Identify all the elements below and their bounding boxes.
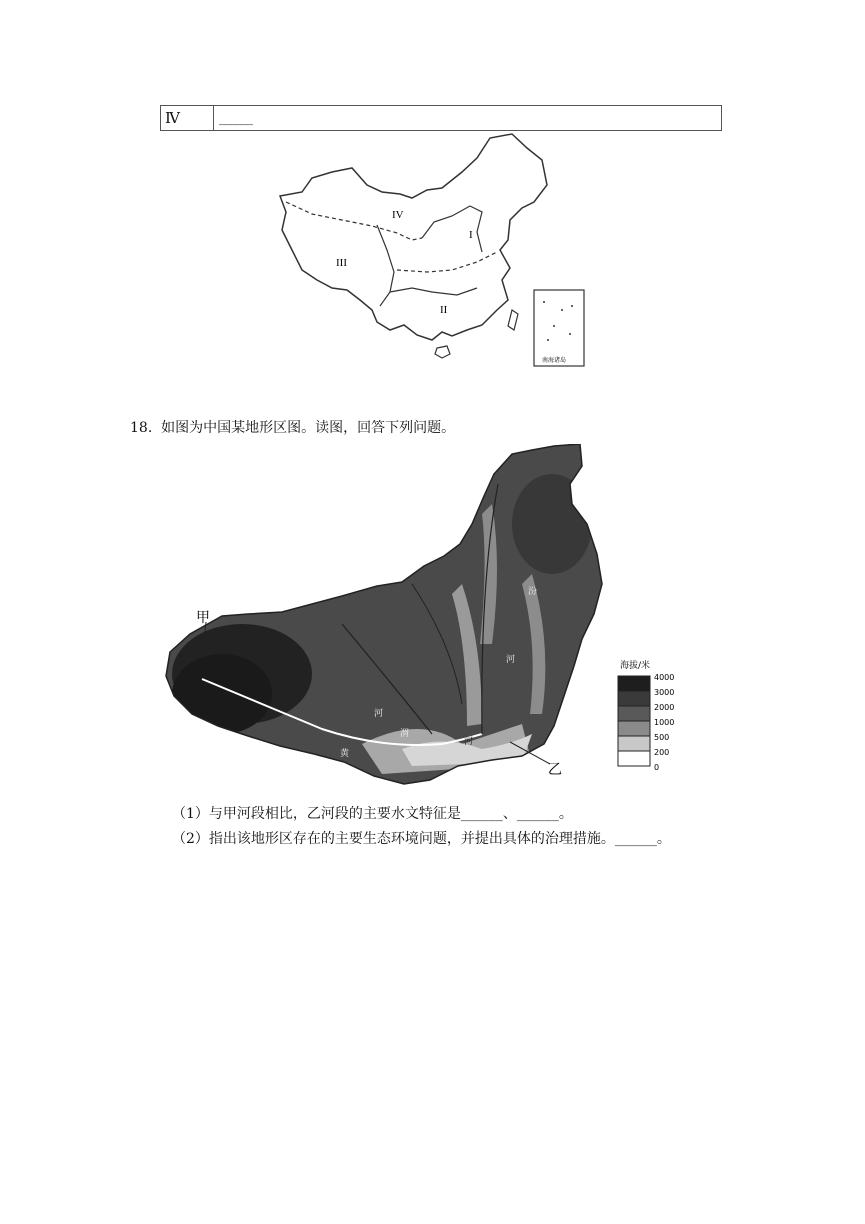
region-label-i: I [469, 229, 473, 241]
sub-question-1: （1）与甲河段相比，乙河段的主要水文特征是______、______。 [172, 806, 573, 822]
region-label-iii: III [336, 257, 347, 269]
answer-table-row [160, 105, 722, 131]
legend-title: 海拔/米 [620, 661, 651, 671]
question-number: 18. [130, 420, 153, 436]
legend-tick-4000: 4000 [654, 673, 675, 682]
legend-swatch-3 [618, 706, 650, 721]
boundary-south [390, 288, 477, 295]
legend-tick-1000: 1000 [654, 718, 675, 727]
elevation-legend [618, 659, 674, 772]
legend-tick-2000: 2000 [654, 703, 675, 712]
legend-swatch-6 [618, 751, 650, 766]
legend-tick-200: 200 [654, 748, 670, 757]
legend-tick-0: 0 [654, 763, 660, 772]
legend-swatch-1 [618, 676, 650, 691]
china-region-map [272, 130, 592, 378]
china-outline [280, 134, 547, 340]
river-char-5: 汾 [528, 587, 538, 597]
label-yi: 乙 [548, 762, 562, 778]
river-char-4: 河 [374, 709, 384, 719]
river-char-6: 河 [506, 655, 516, 665]
sub-question-2: （2）指出该地形区存在的主要生态环境问题，并提出具体的治理措施。______。 [172, 831, 671, 847]
inset-label: 南海诸岛 [542, 357, 567, 364]
answer-blank: ______ [219, 111, 252, 126]
legend-swatch-5 [618, 736, 650, 751]
terrain-region-map [162, 444, 707, 789]
south-china-sea-inset [534, 290, 584, 366]
legend-tick-3000: 3000 [654, 688, 675, 697]
river-char-1: 黄 [340, 749, 350, 759]
river-char-3: 渭 [400, 729, 410, 739]
question-18 [130, 417, 455, 437]
boundary-northeast [422, 206, 482, 252]
boundary-qinling [397, 252, 497, 272]
legend-swatch-4 [618, 721, 650, 736]
question-prompt: 如图为中国某地形区图。读图，回答下列问题。 [161, 420, 456, 436]
row-numeral: Ⅳ [161, 106, 214, 130]
legend-tick-500: 500 [654, 733, 670, 742]
boundary-dashed-north [286, 202, 422, 240]
region-label-iv: IV [392, 209, 404, 221]
boundary-qinghai-tibet [377, 225, 394, 306]
taiwan-island [508, 310, 518, 330]
legend-swatch-2 [618, 691, 650, 706]
row-answer-cell [214, 106, 721, 130]
river-char-2: 河 [464, 737, 474, 747]
label-jia: 甲 [196, 610, 210, 626]
hainan-island [435, 346, 450, 358]
region-label-ii: II [440, 304, 448, 316]
